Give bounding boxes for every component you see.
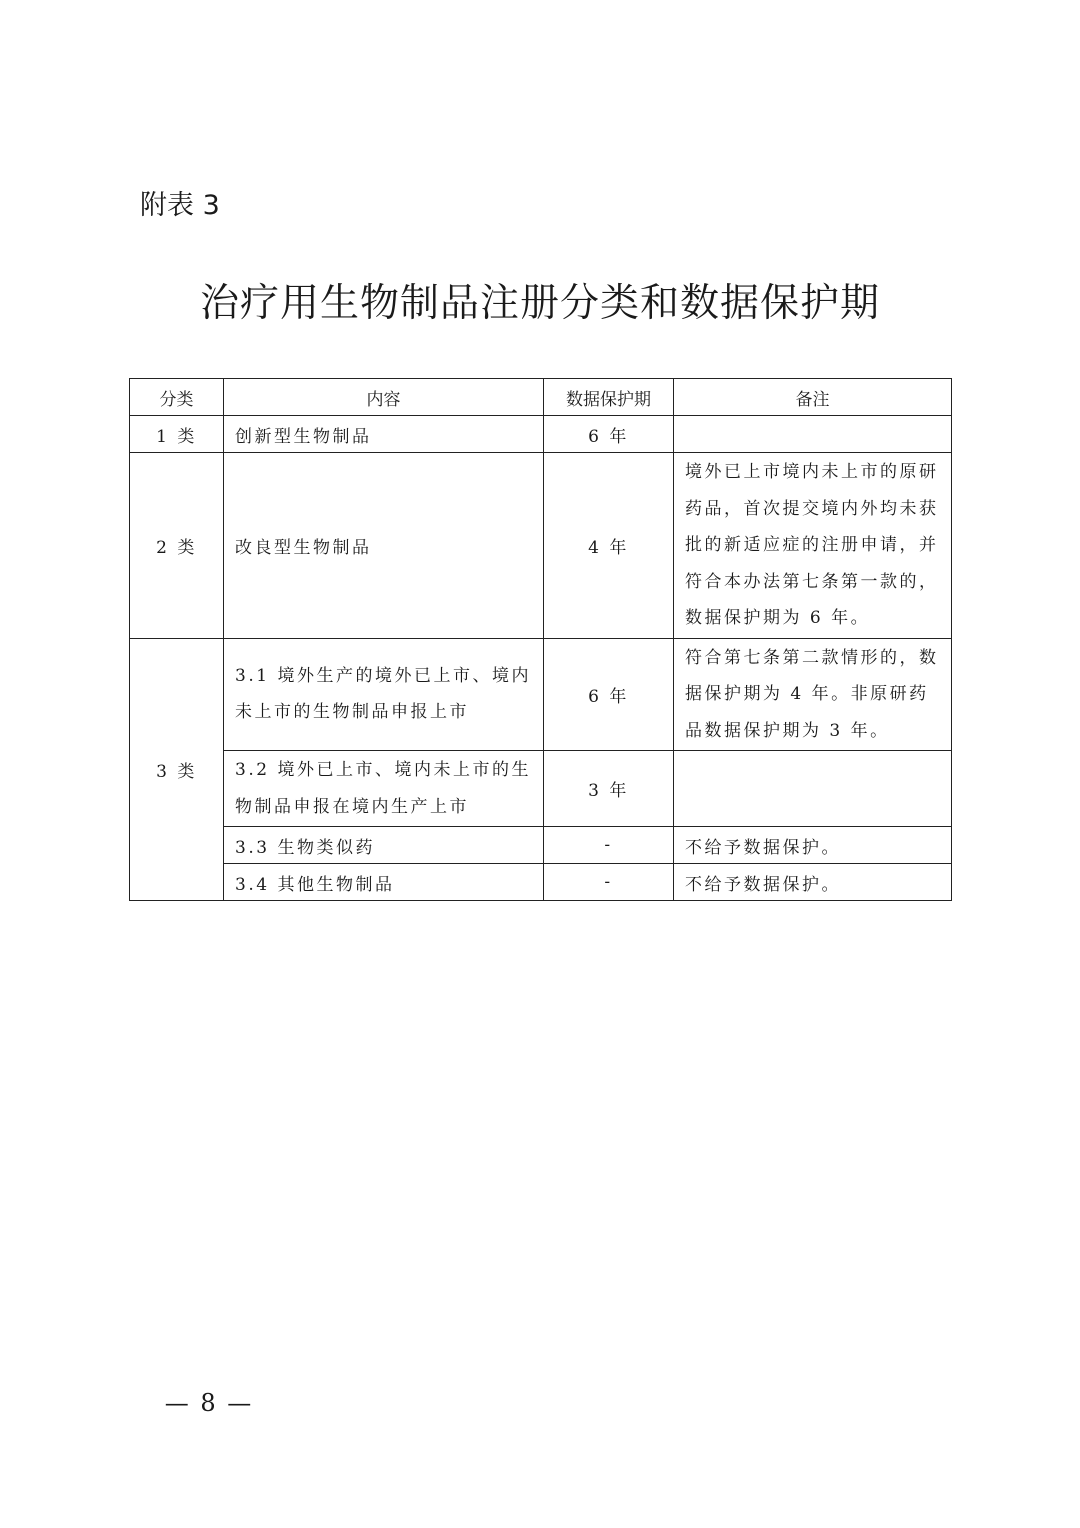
category-cell: 2 类: [130, 453, 224, 639]
registration-table: [129, 378, 952, 901]
header-note: 备注: [674, 379, 952, 416]
appendix-label: 附表 3: [140, 190, 220, 221]
table-row: [130, 638, 952, 751]
table-row: [130, 751, 952, 827]
content-cell: 3.4 其他生物制品: [224, 864, 544, 901]
content-cell: 改良型生物制品: [224, 453, 544, 639]
period-cell: 3 年: [544, 751, 674, 827]
category-cell: 3 类: [130, 638, 224, 901]
table-row: [130, 453, 952, 639]
page-number: — 8 —: [164, 1389, 254, 1417]
table-header-row: [130, 379, 952, 416]
note-cell: 符合第七条第二款情形的，数据保护期为 4 年。非原研药品数据保护期为 3 年。: [674, 638, 952, 751]
header-category: 分类: [130, 379, 224, 416]
table-row: [130, 864, 952, 901]
note-cell: [674, 751, 952, 827]
period-cell: -: [544, 864, 674, 901]
note-cell: 不给予数据保护。: [674, 827, 952, 864]
note-cell: 不给予数据保护。: [674, 864, 952, 901]
content-cell: 创新型生物制品: [224, 416, 544, 453]
period-cell: 6 年: [544, 416, 674, 453]
table-row: [130, 827, 952, 864]
header-period: 数据保护期: [544, 379, 674, 416]
note-cell: [674, 416, 952, 453]
category-cell: 1 类: [130, 416, 224, 453]
content-cell: 3.1 境外生产的境外已上市、境内未上市的生物制品申报上市: [224, 638, 544, 751]
period-cell: 6 年: [544, 638, 674, 751]
note-cell: 境外已上市境内未上市的原研药品，首次提交境内外均未获批的新适应症的注册申请，并符合本办法第七条第一款的，数据保护期为 6 年。: [674, 453, 952, 639]
document-title: 治疗用生物制品注册分类和数据保护期: [199, 281, 880, 326]
period-cell: 4 年: [544, 453, 674, 639]
content-cell: 3.2 境外已上市、境内未上市的生物制品申报在境内生产上市: [224, 751, 544, 827]
header-content: 内容: [224, 379, 544, 416]
period-cell: -: [544, 827, 674, 864]
content-cell: 3.3 生物类似药: [224, 827, 544, 864]
table-row: [130, 416, 952, 453]
